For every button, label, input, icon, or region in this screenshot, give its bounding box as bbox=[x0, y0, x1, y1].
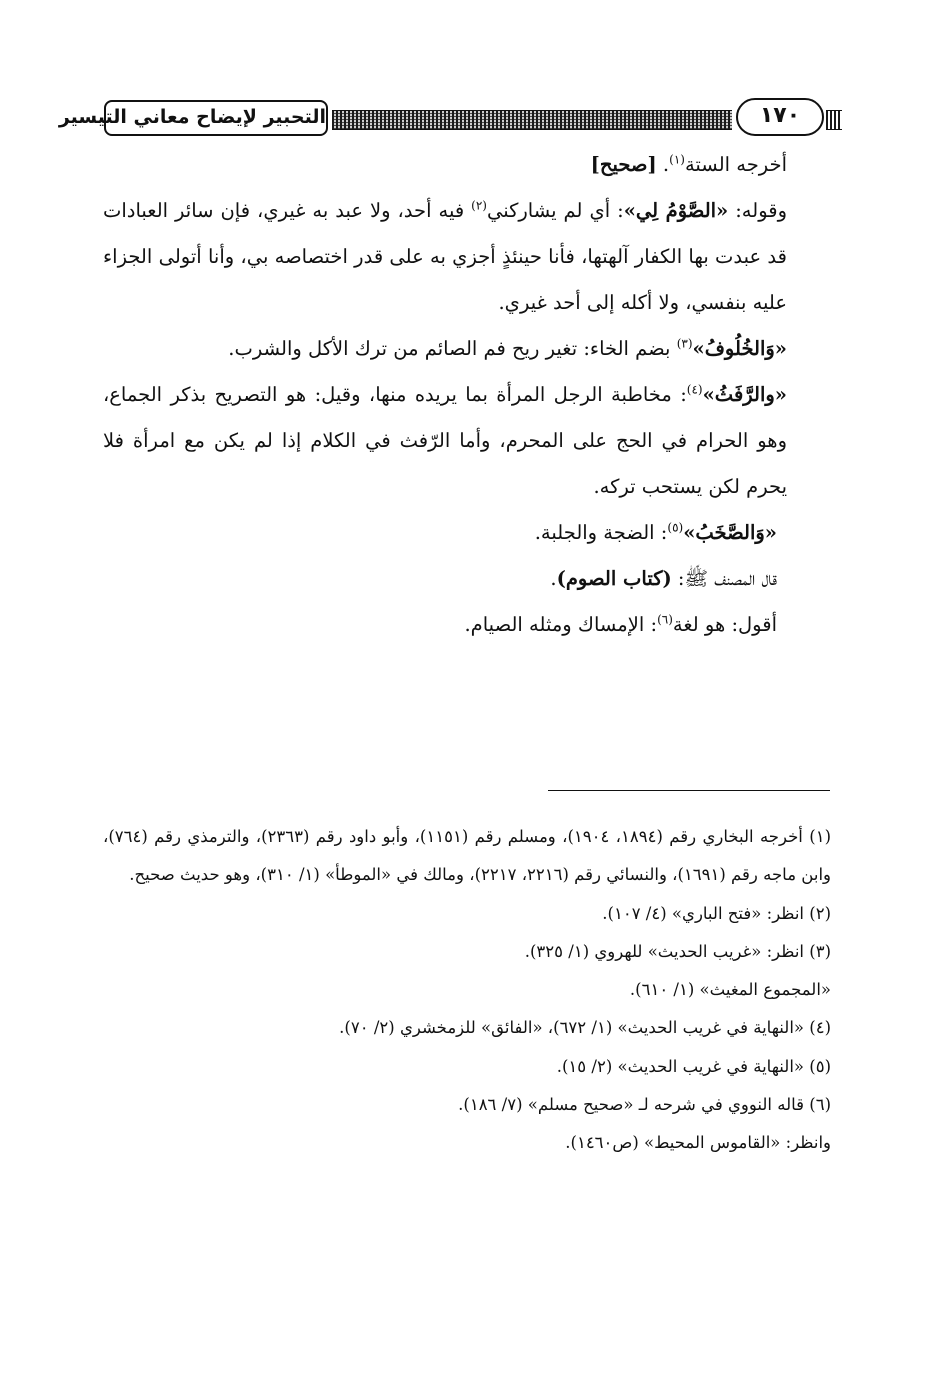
paragraph-1 bbox=[103, 142, 831, 188]
main-text bbox=[103, 142, 831, 648]
hadith-term: «والرَّفَثُ» bbox=[702, 383, 787, 406]
paragraph-3 bbox=[103, 326, 831, 372]
text: : الضجة والجلبة. bbox=[534, 521, 668, 544]
paragraph-5 bbox=[103, 510, 831, 556]
hadith-term: «الصَّوْمُ لِي» bbox=[623, 199, 729, 222]
footnote-ref-5: (٥) bbox=[667, 520, 684, 535]
footnote: (١) أخرجه البخاري رقم (١٨٩٤، ١٩٠٤)، ومسلم رقم (١١٥١)، وأبو داود رقم (٢٣٦٣)، والترمذي رقم (٧٦٤)، وابن ماجه رقم (١٦٩١)، والنسائي رقم (٢٢١٦، ٢٢١٧)، ومالك في «الموطأ» (١/ ٣١٠)، وهو حديث صحيح. bbox=[103, 827, 831, 885]
footnote-ref-4: (٤) bbox=[686, 382, 703, 397]
hadith-term: «وَالخُلُوفُ» bbox=[692, 337, 787, 360]
footnote: (٥) «النهاية في غريب الحديث» (٢/ ١٥). bbox=[556, 1056, 831, 1076]
hadith-grade: [صحيح] bbox=[590, 153, 657, 176]
text: أقول: هو لغة bbox=[672, 613, 777, 636]
text: : أي لم يشاركني bbox=[486, 199, 624, 222]
footnote-ref-6: (٦) bbox=[657, 612, 673, 627]
text: فيه أحد، ولا عبد به غيري، فإن سائر العبادات قد عبدت بها الكفار آلهتها، فأنا حينئذٍ أجزي به على قدر اختصاصه بي، وأنا أتولى الجزاء عليه بنفسي، ولا أكله إلى أحد غيري. bbox=[103, 199, 787, 314]
text: قال المصنف ﷺ: bbox=[671, 567, 777, 590]
text: : مخاطبة الرجل المرأة بما يريده منها، وقيل: هو التصريح بذكر الجماع، وهو الحرام في الحج على المحرم، وأما الرّفث في الكلام إذا لم يكن مع امرأة فلا يحرم لكن يستحب تركه. bbox=[103, 383, 787, 498]
page-header bbox=[58, 96, 842, 146]
footnote: وانظر: «القاموس المحيط» (ص١٤٦٠). bbox=[565, 1133, 831, 1153]
paragraph-2 bbox=[103, 188, 831, 326]
chapter-title: (كتاب الصوم) bbox=[556, 567, 672, 590]
hadith-term: «وَالصَّخَبُ» bbox=[683, 521, 777, 544]
text: . bbox=[550, 567, 557, 590]
book-title: التحبير لإيضاح معاني التيسير bbox=[104, 100, 328, 136]
text: . bbox=[656, 153, 670, 176]
footnote-separator bbox=[548, 790, 830, 791]
footnote: (٢) انظر: «فتح الباري» (٤/ ١٠٧). bbox=[602, 903, 831, 923]
text: : الإمساك ومثله الصيام. bbox=[464, 613, 658, 636]
footnote: (٣) انظر: «غريب الحديث» للهروي (١/ ٣٢٥). bbox=[524, 941, 831, 961]
paragraph-7 bbox=[103, 602, 831, 648]
footnotes bbox=[103, 818, 831, 1163]
footnote-ref-3: (٣) bbox=[676, 336, 693, 351]
header-ornament-end bbox=[826, 110, 842, 130]
footnote-ref-2: (٢) bbox=[471, 198, 487, 213]
footnote: (٦) قاله النووي في شرحه لـ «صحيح مسلم» (٧/ ١٨٦). bbox=[458, 1095, 831, 1115]
text: بضم الخاء: تغير ريح فم الصائم من ترك الأكل والشرب. bbox=[228, 337, 677, 360]
footnote: (٤) «النهاية في غريب الحديث» (١/ ٦٧٢)، «الفائق» للزمخشري (٢/ ٧٠). bbox=[339, 1018, 831, 1038]
header-ornament-band bbox=[332, 110, 732, 130]
page-number: ١٧٠ bbox=[736, 98, 824, 136]
footnote-ref-1: (١) bbox=[669, 152, 685, 167]
paragraph-6 bbox=[103, 556, 831, 602]
text: وقوله: bbox=[728, 199, 788, 222]
text: أخرجه الستة bbox=[684, 153, 787, 176]
footnote: «المجموع المغيث» (١/ ٦١٠). bbox=[629, 980, 831, 1000]
paragraph-4 bbox=[103, 372, 831, 510]
